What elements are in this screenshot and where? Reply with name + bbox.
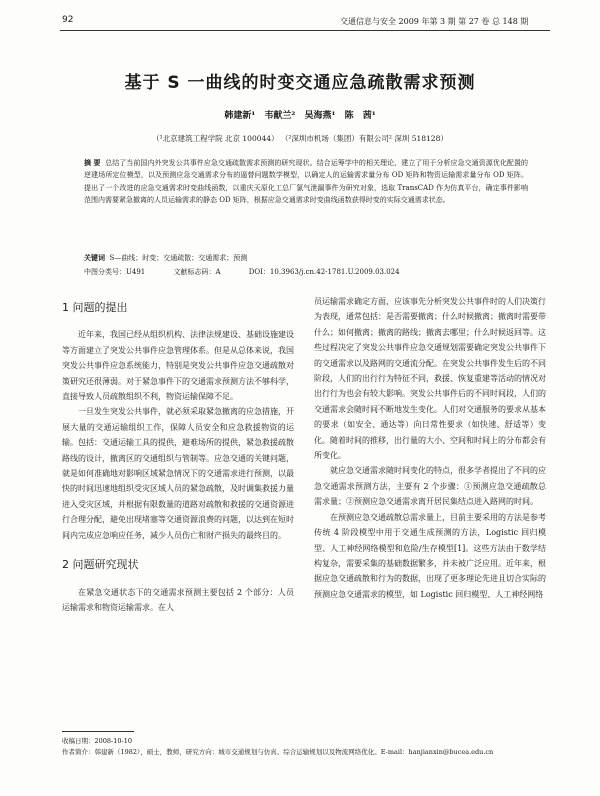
affiliations: （¹北京建筑工程学院 北京 100044） （²深圳市机场（集团）有限公司² 深圳 518128） [152,134,448,143]
doi: DOI：10.3963/j.cn.42-1781.U.2009.03.024 [248,268,400,276]
keywords-label: 关键词 [84,253,105,262]
authors: 韩建新¹ 韦献兰² 吴海燕¹ 陈 茜¹ [224,111,376,121]
abstract [84,157,528,207]
abstract-text: 总结了当前国内外突发公共事件应急交通疏散需求预测的研究现状。结合运筹学中的相关理论，建立了用于分析应急交通资源优化配置的逆建场所定位模型，以及预测应急交通需求分布的逼替问题数学模型，以确定人的运输需求量分布 OD 矩阵和物资运输需求量分布 OD 矩阵。 提出了一个改进的应急交通需求时变曲线函数，以重庆天原化工总厂氯气泄漏事件为研究对象，选取 TransCAD 作为仿真平台，确定事件影响范围内需要紧急撤离的人员运输需求的静态 OD 矩阵，根据应急交通需求时变曲线函数获得时变的实际交通需求状态。 [84,159,529,205]
journal-header: 交通信息与安全 2009 年第 3 期 第 27 卷 总 148 期 [340,17,529,26]
keywords-text: S—曲线；时变；交通疏散；交通需求；预测 [109,254,248,262]
right-paragraph-2: 就应急交通需求随时间变化的特点，很多学者提出了不同的应急交通需求预测方法，主要有 2 个步骤：①预测应急交通疏散总需求量；②预测应急交通需求离开居民集结点进入路网的时间。 [314,466,546,507]
author-introduction: 作者简介：韩建新（1982），硕士，教师，研究方向：城市交通规划与仿真、综合运输规划以及物流网络优化。E-mail：hanjianxin@bucea.edu.cn [62,748,494,756]
section-1-heading: 1 问题的提出 [62,301,128,314]
keywords [84,253,528,263]
header-rule [60,30,550,31]
abstract-label: 摘 要 [84,158,101,167]
section-2-paragraph-1: 在紧急交通状态下的交通需求预测主要包括 2 个部分：人员运输需求和物资运输需求。在人 [62,587,294,612]
left-column [62,300,294,615]
right-paragraph-3: 在预测应急交通疏散总需求量上，目前主要采用的方法是参考传统 4 阶段模型中用于交通生成预测的方法，Logistic 回归模型、人工神经网络模型和危险/生存模型[1]。这些方法由于数学结构复杂，需要采集的基础数据繁多，并未被广泛应用。近年来，根据应急交通疏散和行为的数据，出现了更多理论先进且切合实际的预测应急交通需求的模型，如 Logistic 回归模型、人工神经网络 [314,512,546,599]
footnote-rule [62,731,134,732]
received-date: 收稿日期：2008-10-10 [62,737,132,745]
classification [84,267,528,277]
page-number: 92 [62,15,74,25]
section-2-heading: 2 问题研究现状 [62,558,139,572]
section-1-paragraph-2: 一旦发生突发公共事件，就必须采取紧急撤离的应急措施，开展大量的交通运输组织工作，保障人员安全和应急救援物资的运输。包括：交通运输工具的提供，避难场所的提供，紧急救援疏散路线的设计，撤离区的交通组织与管制等。应急交通的关键问题，就是如何准确地对影响区域紧急情况下的交通需求进行预测，以最快的时间迅速地组织受灾区域人员的紧急疏散，及时调集救援力量进入受灾区域，并根据有限数量的道路对疏散和救援的交通资源进行合理分配，避免出现堵塞等交通资源浪费的问题，以达到在短时间内完成应急响应任务，减少人员伤亡和财产损失的最终目的。 [62,407,294,540]
document-code: 文献标志码：A [173,268,221,276]
article-title: 基于 S 一曲线的时变交通应急疏散需求预测 [124,73,476,93]
right-column [314,294,546,602]
right-paragraph-1: 员运输需求确定方面，应该事先分析突发公共事件时的人们决策行为表现，通常包括：是否需要撤离；什么时候撤离；撤离时需要带什么；如何撤离；撤离的路线；撤离去哪里；什么时候返回等。这些过程决定了突发公共事件应急交通规划需要确定突发公共事件下的交通需求以及路网的交通流分配。在突发公共事件发生后的不同阶段，人们的出行行为特征不同，救援、恢复重建等活动的情况对出行行为也会有较大影响。突发公共事件后的不同时间段，人们的交通需求会随时间不断地发生变化。人们对交通服务的要求从基本的要求（如安全、通达等）向日常性要求（如快速、舒适等）变化。随着时间的推移，出行量的大小、空间和时间上的分布都会有所变化。 [314,297,546,461]
clc-number: 中图分类号：U491 [84,268,146,276]
section-1-paragraph-1: 近年来，我国已经从组织机构、法律法规建设、基础设施建设等方面建立了突发公共事件应急管理体系。但是从总体来说，我国突发公共事件应急系统能力，特别是突发公共事件应急交通疏散对策研究还很薄弱。对于紧急事件下的交通需求预测方法不够科学，直接导致人员疏散组织不利，物资运输保障不足。 [62,330,294,402]
